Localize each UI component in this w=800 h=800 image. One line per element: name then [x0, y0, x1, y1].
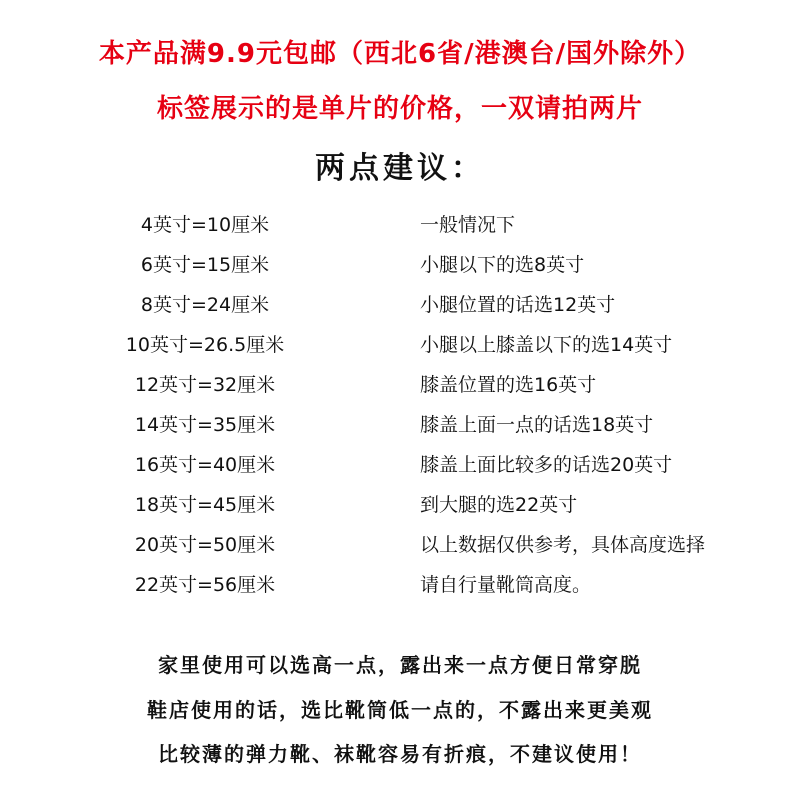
size-value: 4英寸=10厘米: [140, 214, 270, 236]
size-row: [0, 373, 800, 413]
size-row: [0, 213, 800, 253]
size-value: 10英寸=26.5厘米: [125, 334, 285, 356]
size-row: [0, 573, 800, 613]
size-advice: 小腿位置的话选12英寸: [420, 294, 616, 316]
size-row: [0, 453, 800, 493]
size-value: 14英寸=35厘米: [134, 414, 276, 436]
size-advice: 到大腿的选22英寸: [420, 494, 578, 516]
size-advice: 以上数据仅供参考，具体高度选择: [420, 534, 706, 556]
usage-warning: 比较薄的弹力靴、袜靴容易有折痕，不建议使用！: [158, 742, 642, 766]
size-advice: 膝盖上面一点的话选18英寸: [420, 414, 654, 436]
size-row: [0, 533, 800, 573]
usage-tip-store: 鞋店使用的话，选比靴筒低一点的，不露出来更美观: [147, 698, 653, 722]
price-notice: 标签展示的是单片的价格，一双请拍两片: [156, 94, 643, 124]
size-row: [0, 333, 800, 373]
size-row: [0, 493, 800, 533]
suggestions-heading: 两点建议：: [315, 151, 485, 186]
size-row: [0, 253, 800, 293]
shipping-notice: 本产品满9.9元包邮（西北6省/港澳台/国外除外）: [98, 39, 702, 69]
size-value: 16英寸=40厘米: [134, 454, 276, 476]
size-value: 18英寸=45厘米: [134, 494, 276, 516]
size-advice: 请自行量靴筒高度。: [420, 574, 592, 596]
size-advice: 一般情况下: [420, 214, 516, 236]
size-value: 22英寸=56厘米: [134, 574, 276, 596]
size-advice: 小腿以下的选8英寸: [420, 254, 585, 276]
size-row: [0, 413, 800, 453]
size-advice: 小腿以上膝盖以下的选14英寸: [420, 334, 673, 356]
size-value: 8英寸=24厘米: [140, 294, 270, 316]
size-row: [0, 293, 800, 333]
size-value: 12英寸=32厘米: [134, 374, 276, 396]
usage-tip-home: 家里使用可以选高一点，露出来一点方便日常穿脱: [158, 653, 642, 677]
size-advice: 膝盖位置的选16英寸: [420, 374, 597, 396]
size-value: 20英寸=50厘米: [134, 534, 276, 556]
size-value: 6英寸=15厘米: [140, 254, 270, 276]
size-advice: 膝盖上面比较多的话选20英寸: [420, 454, 673, 476]
